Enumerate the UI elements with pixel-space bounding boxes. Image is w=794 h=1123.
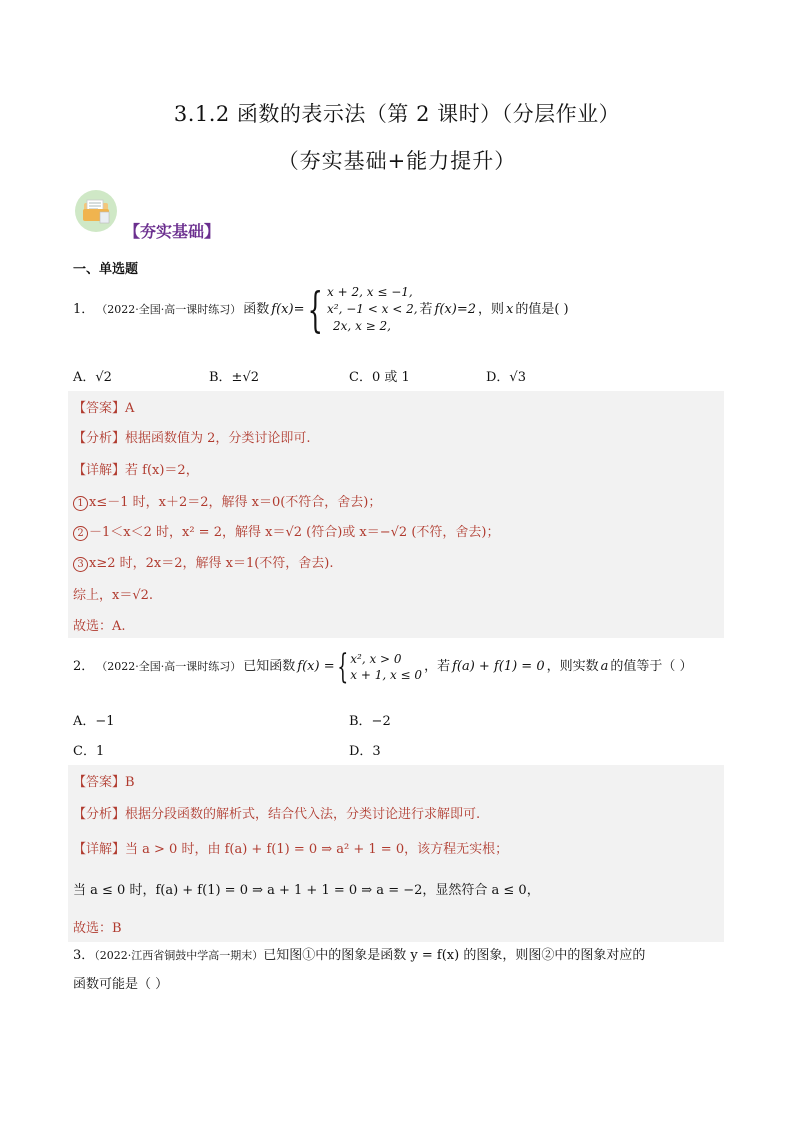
q2-option-b[interactable]: B．−2 xyxy=(349,714,391,729)
q1-summary: 综上，x＝√2. xyxy=(73,588,154,603)
q2-cases xyxy=(350,651,422,683)
q1-analysis xyxy=(73,427,311,446)
q1-fx: f(x)= xyxy=(271,301,305,317)
circled-3-icon: 3 xyxy=(73,557,88,572)
q1-cases xyxy=(327,284,417,335)
q2-answer: 【答案】B xyxy=(73,775,135,790)
q2-number: 2． xyxy=(73,659,95,674)
folder-document-icon xyxy=(74,189,118,233)
q1-detail-1-text: x≤－1 时，x＋2＝2，解得 x＝0(不符合，舍去)； xyxy=(89,495,382,510)
q1-variable: x xyxy=(506,301,514,317)
q1-number: 1． xyxy=(73,301,95,317)
q1-choice: 故选：A. xyxy=(73,619,126,634)
q2-variable: a xyxy=(600,659,609,674)
q2-case-1: x², x > 0 xyxy=(350,652,402,666)
q2-condition: f(a) + f(1) = 0 xyxy=(452,659,545,674)
page-title: 3.1.2 函数的表示法（第 2 课时）（分层作业） xyxy=(173,102,621,126)
q1-option-d[interactable]: D．√3 xyxy=(486,370,526,385)
q1-answer: 【答案】A xyxy=(73,401,135,416)
q1-option-c[interactable]: C．0 或 1 xyxy=(349,370,410,385)
q2-analysis xyxy=(73,803,480,822)
q1-condition: f(x)=2 xyxy=(434,301,476,317)
q1-detail-2-text: －1＜x＜2 时，x² = 2，解得 x＝√2 (符合)或 x＝−√2 (不符，舍去)； xyxy=(89,525,500,540)
question-2 xyxy=(73,647,693,687)
q1-stem-a: 函数 xyxy=(243,301,270,317)
q2-stem-a: 已知函数 xyxy=(243,659,296,674)
q3-number: 3． xyxy=(73,948,95,963)
q1-detail-0 xyxy=(73,459,199,478)
q1-case-3: 2x, x ≥ 2, xyxy=(333,319,391,333)
q1-analysis-tag: 【分析】 xyxy=(73,431,126,446)
q1-detail-3-text: x≥2 时，2x＝2，解得 x＝1(不符，舍去). xyxy=(89,556,334,571)
circled-1-icon: 1 xyxy=(73,496,88,511)
q2-stem-b: ，若 xyxy=(424,659,451,674)
q1-stem-d: 的值是( ) xyxy=(515,301,569,317)
q2-analysis-tag: 【分析】 xyxy=(73,807,126,822)
q1-case-1: x + 2, x ≤ −1, xyxy=(327,285,413,299)
q1-source: （2022·全国·高一课时练习） xyxy=(96,302,242,316)
q2-option-d[interactable]: D．3 xyxy=(349,744,381,759)
q2-detail-tag: 【详解】 xyxy=(73,842,126,857)
q2-analysis-text: 根据分段函数的解析式，结合代入法，分类讨论进行求解即可. xyxy=(125,807,481,822)
q2-option-a[interactable]: A．−1 xyxy=(73,714,115,729)
circled-2-icon: 2 xyxy=(73,526,88,541)
q2-option-c[interactable]: C．1 xyxy=(73,744,105,759)
subsection-heading: 一、单选题 xyxy=(73,262,139,277)
question-3 xyxy=(73,946,645,966)
q1-option-a[interactable]: A．√2 xyxy=(73,370,112,385)
q1-stem-b: 若 xyxy=(419,301,433,317)
q2-detail-1 xyxy=(73,838,508,857)
q1-detail-1 xyxy=(73,491,381,511)
q1-detail-2 xyxy=(73,521,499,541)
q1-detail-0-text: 若 f(x)＝2， xyxy=(125,463,199,478)
q1-option-b[interactable]: B．±√2 xyxy=(209,370,260,385)
q2-source: （2022·全国·高一课时练习） xyxy=(96,660,242,673)
page-subtitle: （夯实基础+能力提升） xyxy=(277,149,517,173)
q3-source: （2022·江西省铜鼓中学高一期末） xyxy=(94,949,264,962)
q2-detail-2: 当 a ≤ 0 时，f(a) + f(1) = 0 ⇒ a + 1 + 1 = 0 ⇒ a = −2，显然符合 a ≤ 0， xyxy=(73,883,540,898)
q2-stem-d: 的值等于（ ） xyxy=(610,659,693,674)
q1-stem-c: ，则 xyxy=(477,301,504,317)
q1-detail-tag: 【详解】 xyxy=(73,463,126,478)
q2-brace: { xyxy=(337,647,348,687)
q3-line-1: 已知图①中的图象是函数 y = f(x) 的图象，则图②中的图象对应的 xyxy=(263,948,646,963)
question-1 xyxy=(73,281,569,338)
q2-fx: f(x) = xyxy=(297,659,335,674)
q2-case-2: x + 1, x ≤ 0 xyxy=(350,668,423,682)
q1-case-2: x², −1 < x < 2, xyxy=(327,302,418,316)
q2-stem-c: ，则实数 xyxy=(546,659,599,674)
q3-line-2: 函数可能是（ ） xyxy=(73,977,169,992)
section-label: 【夯实基础】 xyxy=(124,222,221,241)
section-heading xyxy=(124,219,220,242)
q1-analysis-text: 根据函数值为 2，分类讨论即可. xyxy=(125,431,311,446)
q1-detail-3 xyxy=(73,552,334,572)
q1-brace: { xyxy=(308,281,324,338)
q2-detail-1-text: 当 a > 0 时，由 f(a) + f(1) = 0 ⇒ a² + 1 = 0，该方程无实根； xyxy=(125,842,509,857)
q2-choice: 故选：B xyxy=(73,921,122,936)
